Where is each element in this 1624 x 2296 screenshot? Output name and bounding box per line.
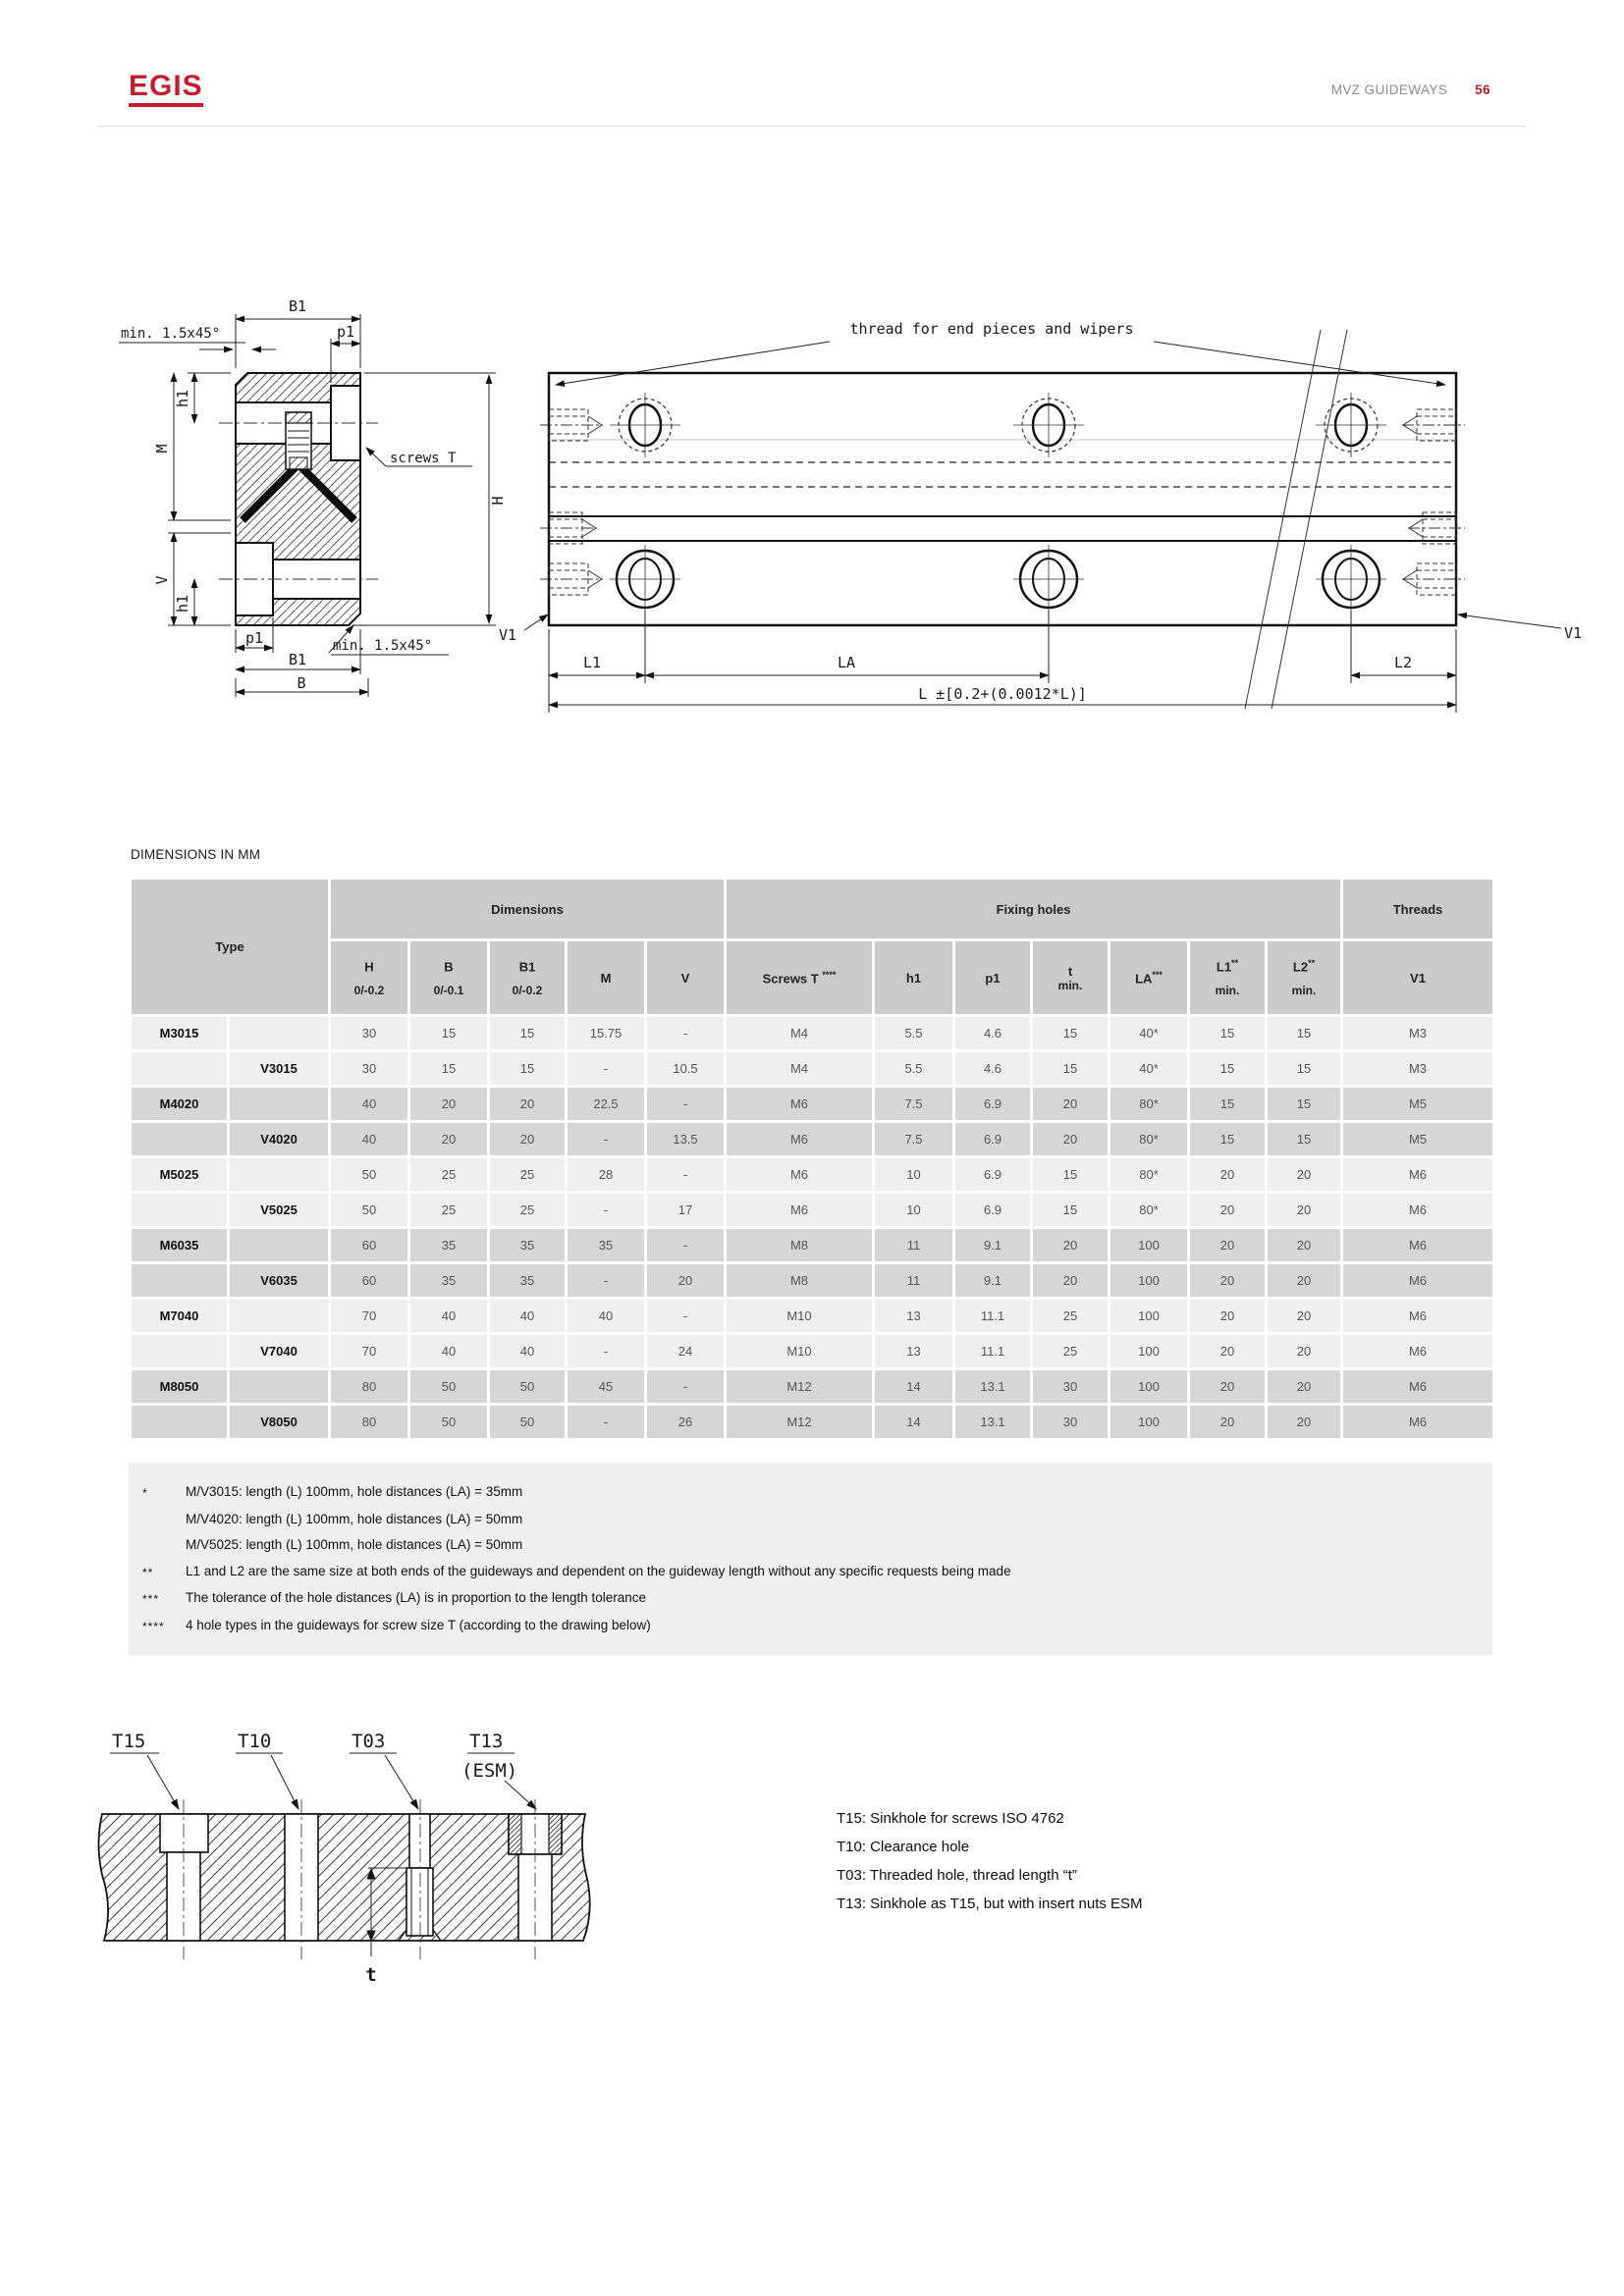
value-cell: 15	[1033, 1017, 1108, 1049]
value-cell: 15	[1190, 1088, 1265, 1120]
value-cell: 50	[331, 1158, 407, 1191]
value-cell: 50	[490, 1370, 565, 1403]
dim-p1-bottom: p1	[244, 629, 264, 647]
value-cell: 70	[331, 1300, 407, 1332]
value-cell: 20	[1190, 1264, 1265, 1297]
value-cell: 15	[410, 1017, 487, 1049]
cross-section-drawing	[83, 221, 525, 712]
value-cell: M3	[1343, 1017, 1492, 1049]
value-cell: 25	[490, 1194, 565, 1226]
type-m-cell: M3015	[132, 1017, 227, 1049]
value-cell: 5.5	[875, 1052, 952, 1085]
value-cell: 15	[490, 1052, 565, 1085]
dimensions-table	[129, 877, 1495, 1441]
value-cell: M12	[727, 1406, 872, 1438]
value-cell: 15	[1190, 1052, 1265, 1085]
value-cell: 20	[1268, 1370, 1340, 1403]
value-cell: 11.1	[955, 1300, 1030, 1332]
footnote-marker	[142, 1507, 186, 1533]
value-cell: 60	[331, 1264, 407, 1297]
group-header-threads: Threads	[1343, 880, 1492, 938]
v1-right-label: V1	[1564, 624, 1583, 642]
section-title: MVZ GUIDEWAYS	[1330, 82, 1448, 97]
type-m-cell	[132, 1406, 227, 1438]
value-cell: 40	[331, 1088, 407, 1120]
value-cell: 9.1	[955, 1264, 1030, 1297]
type-v-cell	[230, 1088, 328, 1120]
table-row	[132, 1158, 1492, 1191]
value-cell: 15	[1268, 1123, 1340, 1155]
hatched-body	[219, 373, 378, 625]
value-cell: M6	[1343, 1194, 1492, 1226]
value-cell: 20	[1190, 1300, 1265, 1332]
value-cell: 13	[875, 1300, 952, 1332]
type-v-cell	[230, 1158, 328, 1191]
value-cell: 7.5	[875, 1088, 952, 1120]
value-cell: 40	[410, 1335, 487, 1367]
dim-h1-bottom: h1	[174, 594, 191, 614]
group-header-fixing-holes: Fixing holes	[727, 880, 1340, 938]
value-cell: 20	[1190, 1229, 1265, 1261]
dim-v: V	[153, 575, 171, 585]
value-cell: -	[568, 1123, 644, 1155]
footnote-line: M/V5025: length (L) 100mm, hole distances (LA) = 50mm	[142, 1532, 1469, 1559]
dim-b1-top: B1	[288, 297, 307, 315]
value-cell: M4	[727, 1017, 872, 1049]
value-cell: 22.5	[568, 1088, 644, 1120]
value-cell: 13.1	[955, 1370, 1030, 1403]
table-row	[132, 1370, 1492, 1403]
col-header-m: M	[568, 941, 644, 1014]
hole-label-t10: T10	[238, 1731, 272, 1752]
value-cell: M6	[1343, 1300, 1492, 1332]
value-cell: 40	[490, 1300, 565, 1332]
value-cell: 25	[490, 1158, 565, 1191]
value-cell: M6	[1343, 1370, 1492, 1403]
value-cell: 26	[647, 1406, 724, 1438]
col-header-l2-min: L2** min.	[1268, 941, 1340, 1014]
value-cell: 100	[1110, 1406, 1187, 1438]
value-cell: -	[647, 1158, 724, 1191]
value-cell: -	[647, 1370, 724, 1403]
type-m-cell: M5025	[132, 1158, 227, 1191]
guideway-body	[549, 330, 1456, 709]
value-cell: 11.1	[955, 1335, 1030, 1367]
thread-note-label: thread for end pieces and wipers	[849, 320, 1134, 338]
value-cell: M4	[727, 1052, 872, 1085]
value-cell: -	[647, 1088, 724, 1120]
value-cell: M6	[1343, 1229, 1492, 1261]
value-cell: 20	[1268, 1158, 1340, 1191]
value-cell: 20	[1190, 1370, 1265, 1403]
value-cell: M6	[1343, 1264, 1492, 1297]
value-cell: 30	[331, 1052, 407, 1085]
hole-label-t15: T15	[112, 1731, 146, 1752]
footnote-line: * M/V3015: length (L) 100mm, hole distances (LA) = 35mm	[142, 1479, 1469, 1507]
hole-description: T15: Sinkhole for screws ISO 4762	[837, 1810, 1064, 1827]
dim-h: H	[489, 496, 507, 506]
value-cell: 20	[1190, 1158, 1265, 1191]
table-row	[132, 1300, 1492, 1332]
dim-m: M	[153, 444, 171, 454]
type-v-cell	[230, 1229, 328, 1261]
value-cell: M5	[1343, 1088, 1492, 1120]
value-cell: 20	[490, 1123, 565, 1155]
value-cell: M10	[727, 1300, 872, 1332]
value-cell: 40	[410, 1300, 487, 1332]
value-cell: 13	[875, 1335, 952, 1367]
col-header-b: B 0/-0.1	[410, 941, 487, 1014]
type-m-cell: M7040	[132, 1300, 227, 1332]
type-m-cell: M8050	[132, 1370, 227, 1403]
dim-l1: L1	[582, 654, 602, 671]
value-cell: 15	[1033, 1052, 1108, 1085]
col-header-l1-min: L1** min.	[1190, 941, 1265, 1014]
value-cell: 20	[1268, 1335, 1340, 1367]
table-row	[132, 1123, 1492, 1155]
value-cell: 15	[1268, 1088, 1340, 1120]
value-cell: 20	[1268, 1194, 1340, 1226]
value-cell: M6	[1343, 1158, 1492, 1191]
value-cell: M3	[1343, 1052, 1492, 1085]
value-cell: 15	[1268, 1052, 1340, 1085]
value-cell: 6.9	[955, 1194, 1030, 1226]
value-cell: 20	[410, 1088, 487, 1120]
value-cell: -	[647, 1300, 724, 1332]
value-cell: 30	[1033, 1370, 1108, 1403]
dim-b1-bottom: B1	[288, 651, 307, 668]
value-cell: 11	[875, 1229, 952, 1261]
footnote-line: **** 4 hole types in the guideways for screw size T (according to the drawing below)	[142, 1613, 1469, 1640]
value-cell: 15	[1190, 1123, 1265, 1155]
hole-description: T10: Clearance hole	[837, 1839, 970, 1855]
type-m-cell	[132, 1052, 227, 1085]
value-cell: 60	[331, 1229, 407, 1261]
table-body	[132, 1017, 1492, 1438]
value-cell: 100	[1110, 1370, 1187, 1403]
value-cell: 13.5	[647, 1123, 724, 1155]
hole-type-descriptions	[837, 1804, 1143, 1918]
footnote-marker	[142, 1532, 186, 1559]
value-cell: 15	[1268, 1017, 1340, 1049]
type-m-cell: M6035	[132, 1229, 227, 1261]
table-row	[132, 1335, 1492, 1367]
type-v-cell: V3015	[230, 1052, 328, 1085]
col-header-v1: V1	[1343, 941, 1492, 1014]
value-cell: 50	[410, 1370, 487, 1403]
value-cell: 35	[410, 1264, 487, 1297]
value-cell: M5	[1343, 1123, 1492, 1155]
value-cell: -	[568, 1335, 644, 1367]
value-cell: 35	[568, 1229, 644, 1261]
value-cell: 15.75	[568, 1017, 644, 1049]
value-cell: M8	[727, 1229, 872, 1261]
footnote-marker: ****	[142, 1619, 165, 1633]
type-m-cell	[132, 1264, 227, 1297]
value-cell: 15	[410, 1052, 487, 1085]
table-row	[132, 1194, 1492, 1226]
value-cell: 40	[490, 1335, 565, 1367]
value-cell: 20	[1268, 1300, 1340, 1332]
value-cell: 80*	[1110, 1158, 1187, 1191]
type-v-cell: V7040	[230, 1335, 328, 1367]
value-cell: 35	[490, 1264, 565, 1297]
value-cell: -	[568, 1194, 644, 1226]
value-cell: 20	[1268, 1406, 1340, 1438]
value-cell: 25	[410, 1194, 487, 1226]
dim-p1-top: p1	[336, 323, 355, 341]
value-cell: 80	[331, 1370, 407, 1403]
value-cell: M6	[727, 1123, 872, 1155]
value-cell: 50	[490, 1406, 565, 1438]
type-v-cell	[230, 1017, 328, 1049]
type-v-cell: V5025	[230, 1194, 328, 1226]
value-cell: 15	[1033, 1194, 1108, 1226]
type-m-cell: M4020	[132, 1088, 227, 1120]
hole-description: T03: Threaded hole, thread length “t”	[837, 1867, 1077, 1884]
table-row	[132, 1229, 1492, 1261]
value-cell: 5.5	[875, 1017, 952, 1049]
value-cell: 20	[490, 1088, 565, 1120]
value-cell: 10	[875, 1158, 952, 1191]
value-cell: M10	[727, 1335, 872, 1367]
value-cell: M6	[727, 1158, 872, 1191]
value-cell: 24	[647, 1335, 724, 1367]
group-header-dimensions: Dimensions	[331, 880, 724, 938]
value-cell: 35	[490, 1229, 565, 1261]
col-header-v: V	[647, 941, 724, 1014]
dim-b: B	[297, 674, 306, 692]
value-cell: 6.9	[955, 1158, 1030, 1191]
screws-t-label: screws T	[390, 451, 457, 466]
table-row	[132, 1264, 1492, 1297]
value-cell: -	[647, 1229, 724, 1261]
page-header	[1331, 82, 1490, 97]
dim-la: LA	[837, 654, 856, 671]
value-cell: 80*	[1110, 1194, 1187, 1226]
value-cell: 20	[647, 1264, 724, 1297]
value-cell: 100	[1110, 1335, 1187, 1367]
value-cell: 15	[1190, 1017, 1265, 1049]
col-header-h: H 0/-0.2	[331, 941, 407, 1014]
value-cell: 100	[1110, 1300, 1187, 1332]
table-row	[132, 1017, 1492, 1049]
value-cell: 20	[410, 1123, 487, 1155]
footnote-line: M/V4020: length (L) 100mm, hole distances (LA) = 50mm	[142, 1507, 1469, 1533]
table-row	[132, 1052, 1492, 1085]
value-cell: 11	[875, 1264, 952, 1297]
value-cell: 20	[1268, 1229, 1340, 1261]
value-cell: 15	[490, 1017, 565, 1049]
value-cell: 10.5	[647, 1052, 724, 1085]
value-cell: 28	[568, 1158, 644, 1191]
value-cell: M6	[1343, 1335, 1492, 1367]
value-cell: 20	[1190, 1194, 1265, 1226]
value-cell: 9.1	[955, 1229, 1030, 1261]
col-header-screws-t: Screws T ****	[727, 941, 872, 1014]
value-cell: 80	[331, 1406, 407, 1438]
value-cell: 4.6	[955, 1052, 1030, 1085]
value-cell: M12	[727, 1370, 872, 1403]
value-cell: 50	[410, 1406, 487, 1438]
footnote-line: *** The tolerance of the hole distances (LA) is in proportion to the length tolerance	[142, 1585, 1469, 1613]
hole-label-t03: T03	[352, 1731, 386, 1752]
value-cell: 100	[1110, 1229, 1187, 1261]
value-cell: 70	[331, 1335, 407, 1367]
hole-label-t13: T13	[469, 1731, 504, 1752]
value-cell: 30	[1033, 1406, 1108, 1438]
value-cell: 25	[1033, 1335, 1108, 1367]
value-cell: 100	[1110, 1264, 1187, 1297]
value-cell: 7.5	[875, 1123, 952, 1155]
dim-t: t	[365, 1964, 377, 1986]
value-cell: M6	[1343, 1406, 1492, 1438]
type-m-cell	[132, 1335, 227, 1367]
value-cell: 13.1	[955, 1406, 1030, 1438]
value-cell: 40*	[1110, 1052, 1187, 1085]
col-header-p1: p1	[955, 941, 1030, 1014]
footnotes-box	[129, 1463, 1492, 1655]
v1-left-label: V1	[499, 626, 517, 644]
type-v-cell	[230, 1370, 328, 1403]
hatched-bar	[99, 1799, 590, 1959]
value-cell: 40	[331, 1123, 407, 1155]
type-v-cell: V4020	[230, 1123, 328, 1155]
value-cell: 20	[1033, 1123, 1108, 1155]
footnote-line: ** L1 and L2 are the same size at both ends of the guideways and dependent on the guideway length without any specific requests being made	[142, 1559, 1469, 1586]
page-number: 56	[1475, 82, 1490, 97]
value-cell: 25	[410, 1158, 487, 1191]
value-cell: 20	[1033, 1229, 1108, 1261]
table-row	[132, 1088, 1492, 1120]
hole-description: T13: Sinkhole as T15, but with insert nuts ESM	[837, 1896, 1143, 1912]
value-cell: 35	[410, 1229, 487, 1261]
value-cell: 25	[1033, 1300, 1108, 1332]
value-cell: 20	[1033, 1264, 1108, 1297]
value-cell: M8	[727, 1264, 872, 1297]
type-v-cell: V8050	[230, 1406, 328, 1438]
side-view-drawing	[491, 312, 1620, 734]
footnote-marker: **	[142, 1565, 154, 1579]
value-cell: 6.9	[955, 1123, 1030, 1155]
hole-label-esm: (ESM)	[461, 1760, 518, 1782]
dim-h1-top: h1	[174, 389, 191, 408]
dim-chamfer-bottom: min. 1.5x45°	[333, 638, 433, 654]
type-v-cell	[230, 1300, 328, 1332]
value-cell: M6	[727, 1088, 872, 1120]
col-header-b1: B1 0/-0.2	[490, 941, 565, 1014]
value-cell: 20	[1190, 1406, 1265, 1438]
table-row	[132, 1406, 1492, 1438]
type-m-cell	[132, 1194, 227, 1226]
value-cell: 40*	[1110, 1017, 1187, 1049]
hole-types-drawing	[88, 1706, 756, 2030]
value-cell: -	[568, 1052, 644, 1085]
value-cell: 4.6	[955, 1017, 1030, 1049]
value-cell: 80*	[1110, 1123, 1187, 1155]
type-v-cell: V6035	[230, 1264, 328, 1297]
value-cell: 30	[331, 1017, 407, 1049]
value-cell: 40	[568, 1300, 644, 1332]
value-cell: 45	[568, 1370, 644, 1403]
value-cell: 15	[1033, 1158, 1108, 1191]
dim-chamfer-top: min. 1.5x45°	[121, 326, 221, 342]
value-cell: 14	[875, 1370, 952, 1403]
col-header-h1: h1	[875, 941, 952, 1014]
footnote-marker: ***	[142, 1592, 160, 1606]
value-cell: -	[568, 1264, 644, 1297]
value-cell: -	[568, 1406, 644, 1438]
value-cell: 6.9	[955, 1088, 1030, 1120]
value-cell: M6	[727, 1194, 872, 1226]
header-rule	[98, 126, 1526, 127]
value-cell: 20	[1033, 1088, 1108, 1120]
value-cell: 20	[1190, 1335, 1265, 1367]
egis-logo: EGIS	[129, 71, 203, 107]
group-header-type: Type	[132, 880, 328, 1014]
value-cell: 14	[875, 1406, 952, 1438]
dim-l2: L2	[1393, 654, 1413, 671]
value-cell: -	[647, 1017, 724, 1049]
value-cell: 17	[647, 1194, 724, 1226]
footnote-marker: *	[142, 1486, 148, 1500]
type-m-cell	[132, 1123, 227, 1155]
value-cell: 80*	[1110, 1088, 1187, 1120]
dimensions-in-mm-label: DIMENSIONS IN MM	[131, 847, 261, 862]
value-cell: 20	[1268, 1264, 1340, 1297]
dim-l-total: L ±[0.2+(0.0012*L)]	[918, 685, 1087, 703]
col-header-t-min: t min.	[1033, 941, 1108, 1014]
value-cell: 10	[875, 1194, 952, 1226]
col-header-la: LA***	[1110, 941, 1187, 1014]
value-cell: 50	[331, 1194, 407, 1226]
